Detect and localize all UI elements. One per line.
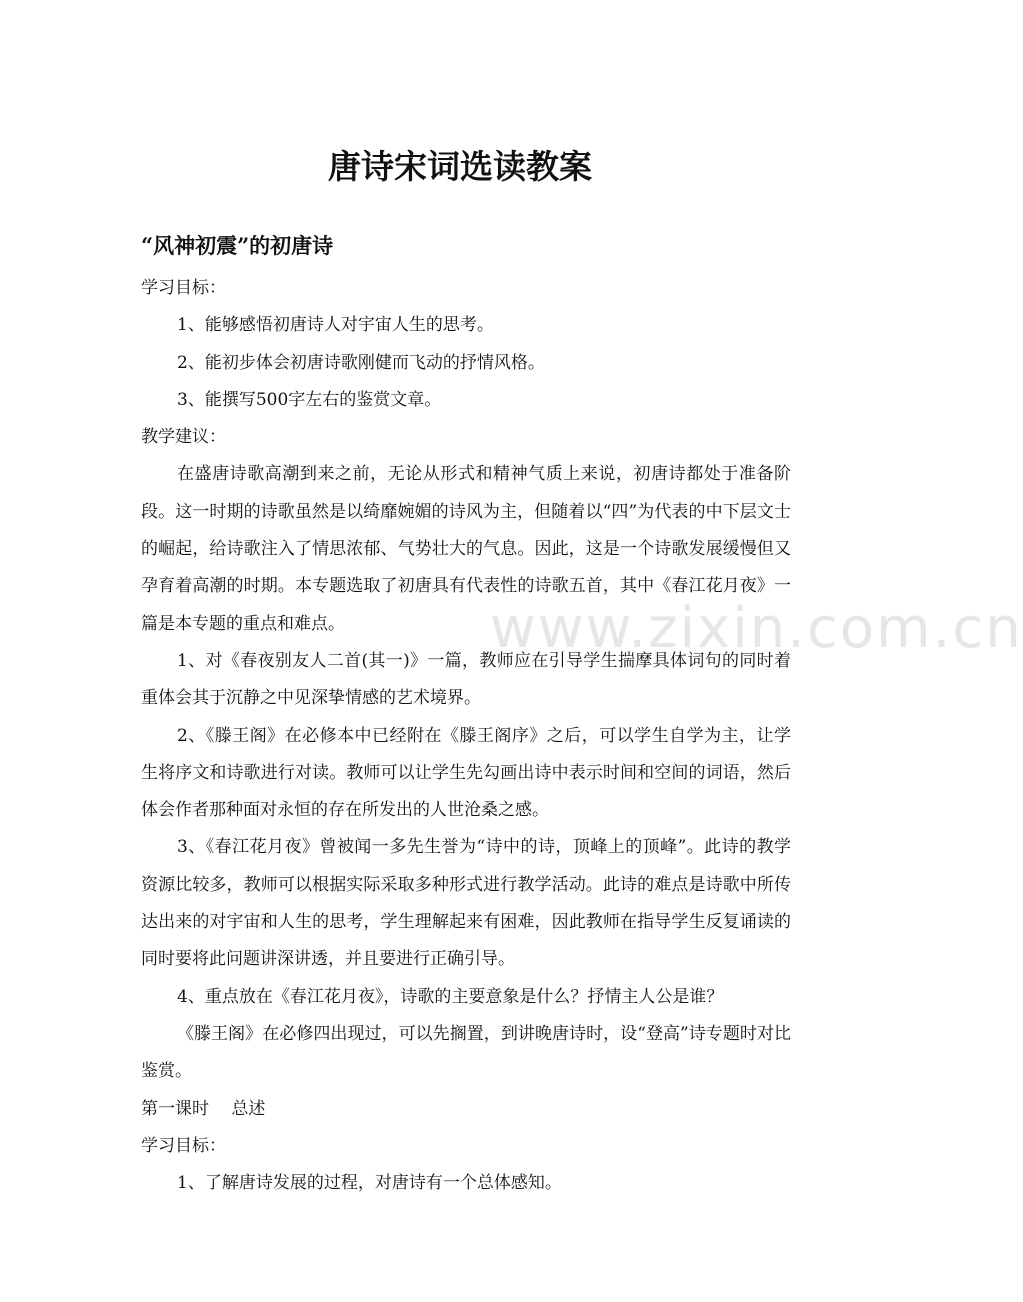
- learning-goals-heading: 学习目标：: [141, 278, 226, 298]
- teaching-advice-heading: 教学建议：: [141, 427, 226, 448]
- lesson-1-goals-heading: 学习目标：: [141, 1135, 226, 1156]
- teaching-advice-intro: 在盛唐诗歌高潮到来之前，无论从形式和精神气质上来说，初唐诗都处于准备阶段。这一时期的诗歌虽然是以绮靡婉媚的诗风为主，但随着以“四”为代表的中下层文士的崛起，给诗歌注入了情思浓郁、气势壮大的气息。因此，这是一个诗歌发展缓慢但又孕育着高潮的时期。本专题选取了初唐具有代表性的诗歌五首，其中《春江花月夜》一篇是本专题的重点和难点。: [141, 464, 791, 634]
- watermark: www.zixin.com.cn: [490, 596, 1023, 661]
- lesson-1-goal-1: 1、了解唐诗发展的过程，对唐诗有一个总体感知。: [177, 1173, 562, 1194]
- lesson-1-heading: 第一课时 总述: [141, 1098, 266, 1119]
- teaching-advice-4: 4、重点放在《春江花月夜》，诗歌的主要意象是什么？抒情主人公是谁？: [177, 986, 724, 1007]
- teaching-advice-1: 1、对《春夜别友人二首(其一)》一篇，教师应在引导学生揣摩具体词句的同时着重体会其于沉静之中见深挚情感的艺术境界。: [141, 650, 791, 709]
- document-body: [141, 270, 791, 1202]
- teaching-advice-3: 3、《春江花月夜》曾被闻一多先生誉为“诗中的诗，顶峰上的顶峰”。此诗的教学资源比较多，教师可以根据实际采取多种形式进行教学活动。此诗的难点是诗歌中所传达出来的对宇宙和人生的思考，学生理解起来有困难，因此教师在指导学生反复诵读的同时要将此问题讲深讲透，并且要进行正确引导。: [141, 837, 791, 970]
- learning-goal-3: 3、能撰写500字左右的鉴赏文章。: [177, 389, 442, 410]
- document-title: 唐诗宋词选读教案: [328, 147, 592, 186]
- learning-goal-2: 2、能初步体会初唐诗歌刚健而飞动的抒情风格。: [177, 352, 545, 373]
- section-title: “风神初震”的初唐诗: [141, 233, 334, 258]
- learning-goal-1: 1、能够感悟初唐诗人对宇宙人生的思考。: [177, 315, 494, 336]
- teaching-advice-2: 2、《滕王阁》在必修本中已经附在《滕王阁序》之后，可以学生自学为主，让学生将序文和诗歌进行对读。教师可以让学生先勾画出诗中表示时间和空间的词语，然后体会作者那种面对永恒的存在所发出的人世沧桑之感。: [141, 725, 791, 821]
- teaching-advice-note: 《滕王阁》在必修四出现过，可以先搁置，到讲晚唐诗时，设“登高”诗专题时对比鉴赏。: [141, 1023, 791, 1082]
